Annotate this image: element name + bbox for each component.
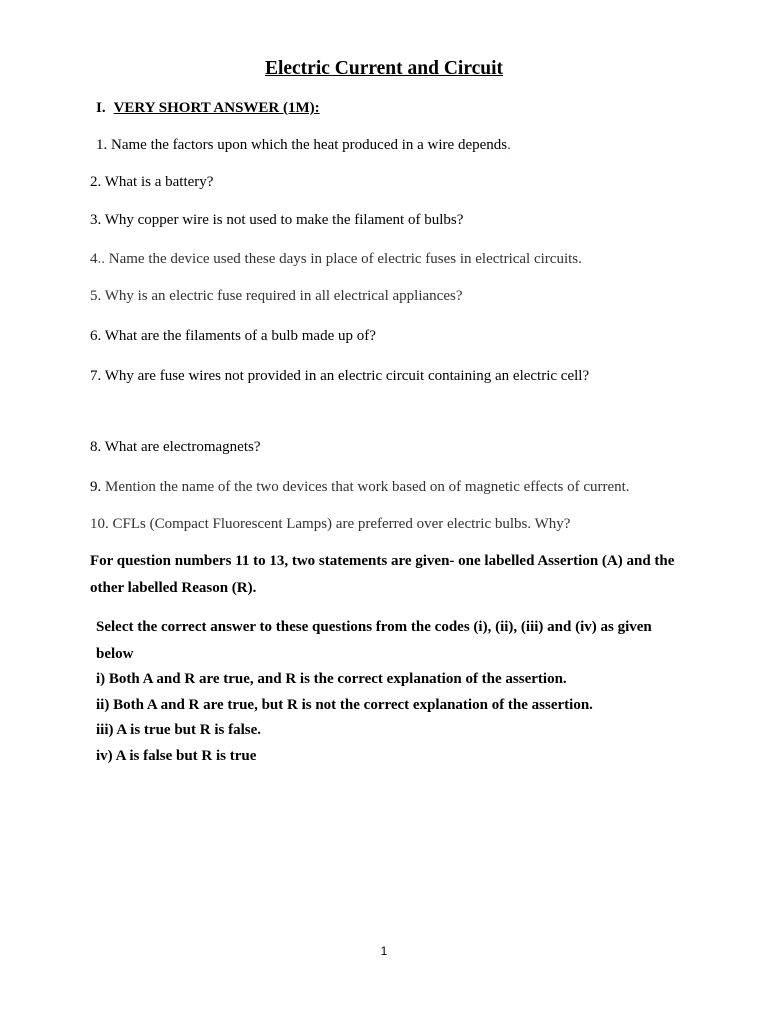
section-title: VERY SHORT ANSWER (1M): [113, 100, 320, 116]
section-number: I. [96, 100, 106, 116]
question-number: 5. [90, 288, 102, 304]
question-2 [90, 174, 213, 191]
question-text: CFLs (Compact Fluorescent Lamps) are preferred over electric bulbs. Why? [112, 516, 571, 532]
question-end-mark: . [507, 137, 511, 153]
answer-code-i: i) Both A and R are true, and R is the correct explanation of the assertion. [96, 671, 567, 687]
question-text: Why is an electric fuse required in all electrical appliances? [104, 288, 463, 304]
question-9 [90, 479, 630, 496]
question-text: Name the device used these days in place of electric fuses in electrical circuits. [108, 251, 582, 267]
question-4 [90, 251, 582, 268]
question-3 [90, 212, 463, 229]
question-number: 4 [90, 251, 98, 267]
question-number: 10. [90, 516, 109, 532]
question-text: Name the factors upon which the heat produced in a wire depends [111, 137, 508, 153]
question-number: 6. [90, 328, 102, 344]
question-text: Mention the name of the two devices that work based on of magnetic effects of current. [105, 479, 630, 495]
question-7 [90, 368, 589, 385]
document-title: Electric Current and Circuit [264, 58, 504, 79]
question-number: 7. [90, 368, 102, 384]
question-text: Why copper wire is not used to make the filament of bulbs? [104, 212, 464, 228]
question-10 [90, 516, 570, 533]
question-text: What are electromagnets? [104, 439, 261, 455]
section-heading [96, 100, 320, 117]
question-number: 1. [96, 137, 108, 153]
question-separator: .. [97, 251, 105, 267]
question-5 [90, 288, 462, 305]
assertion-reason-instructions: For question numbers 11 to 13, two statements are given- one labelled Assertion (A) and the other labelled Reason (R). [90, 553, 675, 596]
question-6 [90, 328, 376, 345]
question-1 [96, 137, 511, 154]
answer-code-iii: iii) A is true but R is false. [96, 722, 262, 738]
question-text: What are the filaments of a bulb made up of? [104, 328, 376, 344]
question-number: 3. [90, 212, 102, 228]
codes-instructions: Select the correct answer to these questions from the codes (i), (ii), (iii) and (iv) as given below [96, 619, 652, 662]
question-number: 9. [90, 479, 102, 495]
question-text: What is a battery? [104, 174, 214, 190]
question-number: 2. [90, 174, 102, 190]
answer-code-ii: ii) Both A and R are true, but R is not the correct explanation of the assertion. [96, 697, 593, 713]
answer-code-iv: iv) A is false but R is true [96, 748, 257, 764]
question-number: 8. [90, 439, 102, 455]
question-8 [90, 439, 260, 456]
page-number: 1 [380, 944, 388, 958]
question-text: Why are fuse wires not provided in an electric circuit containing an electric cell? [104, 368, 590, 384]
